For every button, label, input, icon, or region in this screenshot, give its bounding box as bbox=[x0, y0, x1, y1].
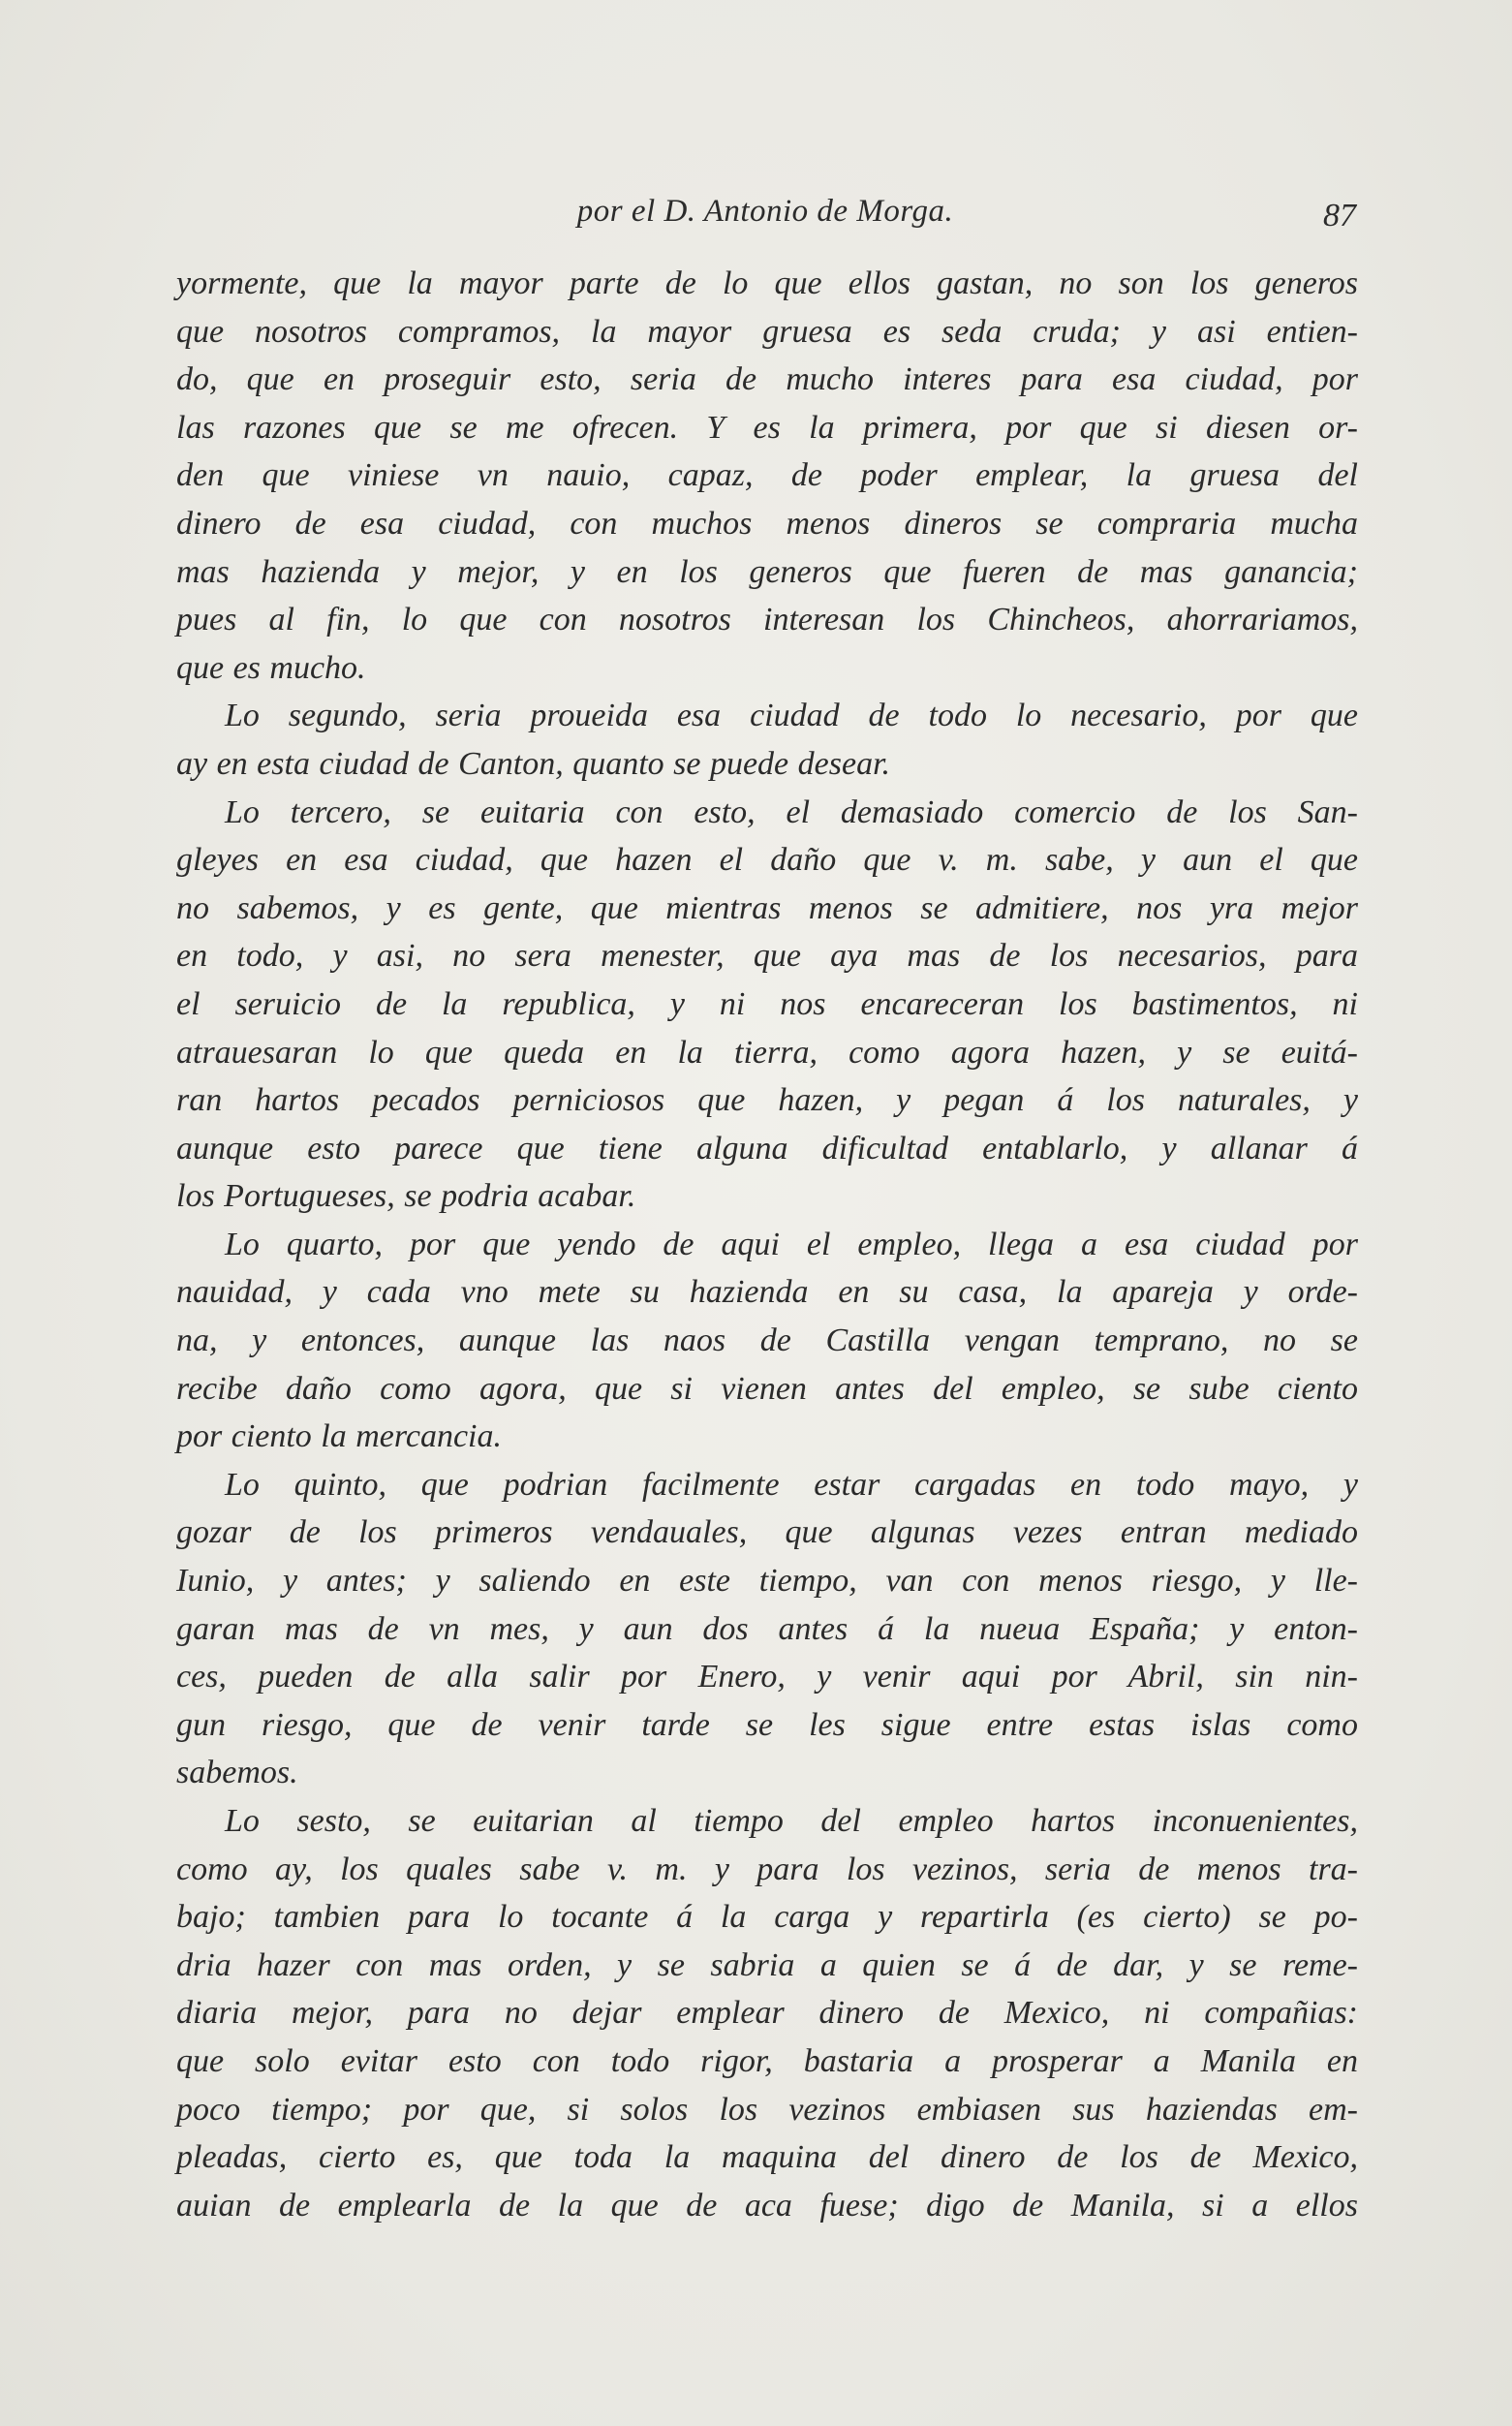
body-text bbox=[176, 260, 1358, 2229]
text-line: yormente, que la mayor parte de lo que ellos gastan, no son los generos bbox=[176, 265, 1358, 301]
page-header bbox=[174, 194, 1356, 242]
text-line: las razones que se me ofrecen. Y es la primera, por que si diesen or- bbox=[176, 409, 1358, 446]
text-line: diaria mejor, para no dejar emplear dinero de Mexico, ni compañias: bbox=[176, 1995, 1358, 2032]
text-line: pleadas, cierto es, que toda la maquina del dinero de los de Mexico, bbox=[176, 2139, 1358, 2176]
text-line: sabemos. bbox=[176, 1755, 298, 1791]
text-line: aunque esto parece que tiene alguna dificultad entablarlo, y allanar á bbox=[176, 1130, 1358, 1166]
text-line: recibe daño como agora, que si vienen antes del empleo, se sube ciento bbox=[176, 1370, 1358, 1407]
page-number: 87 bbox=[1323, 198, 1356, 233]
text-line: atrauesaran lo que queda en la tierra, como agora hazen, y se euitá- bbox=[176, 1034, 1358, 1071]
text-line: no sabemos, y es gente, que mientras menos se admitiere, nos yra mejor bbox=[176, 889, 1358, 926]
text-line: por ciento la mercancia. bbox=[176, 1418, 502, 1455]
text-line: gozar de los primeros vendauales, que algunas vezes entran mediado bbox=[176, 1514, 1358, 1551]
text-line: nauidad, y cada vno mete su hazienda en su casa, la apareja y orde- bbox=[176, 1274, 1358, 1311]
text-line: bajo; tambien para lo tocante á la carga y repartirla (es cierto) se po- bbox=[176, 1899, 1358, 1936]
text-line: Lo quinto, que podrian facilmente estar cargadas en todo mayo, y bbox=[225, 1466, 1358, 1503]
text-line: Iunio, y antes; y saliendo en este tiempo, van con menos riesgo, y lle- bbox=[176, 1563, 1358, 1600]
text-line: den que viniese vn nauio, capaz, de poder emplear, la gruesa del bbox=[176, 457, 1358, 494]
text-line: que es mucho. bbox=[176, 649, 366, 686]
text-line: ay en esta ciudad de Canton, quanto se puede desear. bbox=[176, 745, 891, 782]
text-line: Lo sesto, se euitarian al tiempo del empleo hartos inconuenientes, bbox=[225, 1803, 1358, 1839]
text-line: mas hazienda y mejor, y en los generos que fueren de mas ganancia; bbox=[176, 553, 1358, 590]
text-line: Lo quarto, por que yendo de aqui el empleo, llega a esa ciudad por bbox=[225, 1226, 1358, 1262]
running-head: por el D. Antonio de Morga. bbox=[576, 194, 954, 229]
text-line: que nosotros compramos, la mayor gruesa es seda cruda; y asi entien- bbox=[176, 313, 1358, 350]
text-line: en todo, y asi, no sera menester, que aya mas de los necesarios, para bbox=[176, 938, 1358, 975]
text-line: ces, pueden de alla salir por Enero, y venir aqui por Abril, sin nin- bbox=[176, 1659, 1358, 1695]
text-line: poco tiempo; por que, si solos los vezinos embiasen sus haziendas em- bbox=[176, 2091, 1358, 2128]
text-line: gun riesgo, que de venir tarde se les sigue entre estas islas como bbox=[176, 1706, 1358, 1743]
text-line: na, y entonces, aunque las naos de Castilla vengan temprano, no se bbox=[176, 1322, 1358, 1359]
text-line: garan mas de vn mes, y aun dos antes á la nueua España; y enton- bbox=[176, 1610, 1358, 1647]
text-line: el seruicio de la republica, y ni nos encareceran los bastimentos, ni bbox=[176, 985, 1358, 1022]
text-line: como ay, los quales sabe v. m. y para los vezinos, seria de menos tra- bbox=[176, 1851, 1358, 1887]
text-line: Lo tercero, se euitaria con esto, el demasiado comercio de los San- bbox=[225, 793, 1358, 830]
text-line: ran hartos pecados perniciosos que hazen, y pegan á los naturales, y bbox=[176, 1082, 1358, 1119]
text-line: dinero de esa ciudad, con muchos menos dineros se compraria mucha bbox=[176, 505, 1358, 542]
text-line: los Portugueses, se podria acabar. bbox=[176, 1178, 636, 1215]
text-line: dria hazer con mas orden, y se sabria a quien se á de dar, y se reme- bbox=[176, 1946, 1358, 1983]
text-line: gleyes en esa ciudad, que hazen el daño que v. m. sabe, y aun el que bbox=[176, 842, 1358, 879]
text-line: pues al fin, lo que con nosotros interesan los Chincheos, ahorrariamos, bbox=[176, 602, 1358, 638]
text-line: que solo evitar esto con todo rigor, bastaria a prosperar a Manila en bbox=[176, 2042, 1358, 2079]
text-line: auian de emplearla de la que de aca fuese; digo de Manila, si a ellos bbox=[176, 2187, 1358, 2224]
text-line: do, que en proseguir esto, seria de mucho interes para esa ciudad, por bbox=[176, 361, 1358, 398]
text-line: Lo segundo, seria proueida esa ciudad de todo lo necesario, por que bbox=[225, 698, 1358, 734]
